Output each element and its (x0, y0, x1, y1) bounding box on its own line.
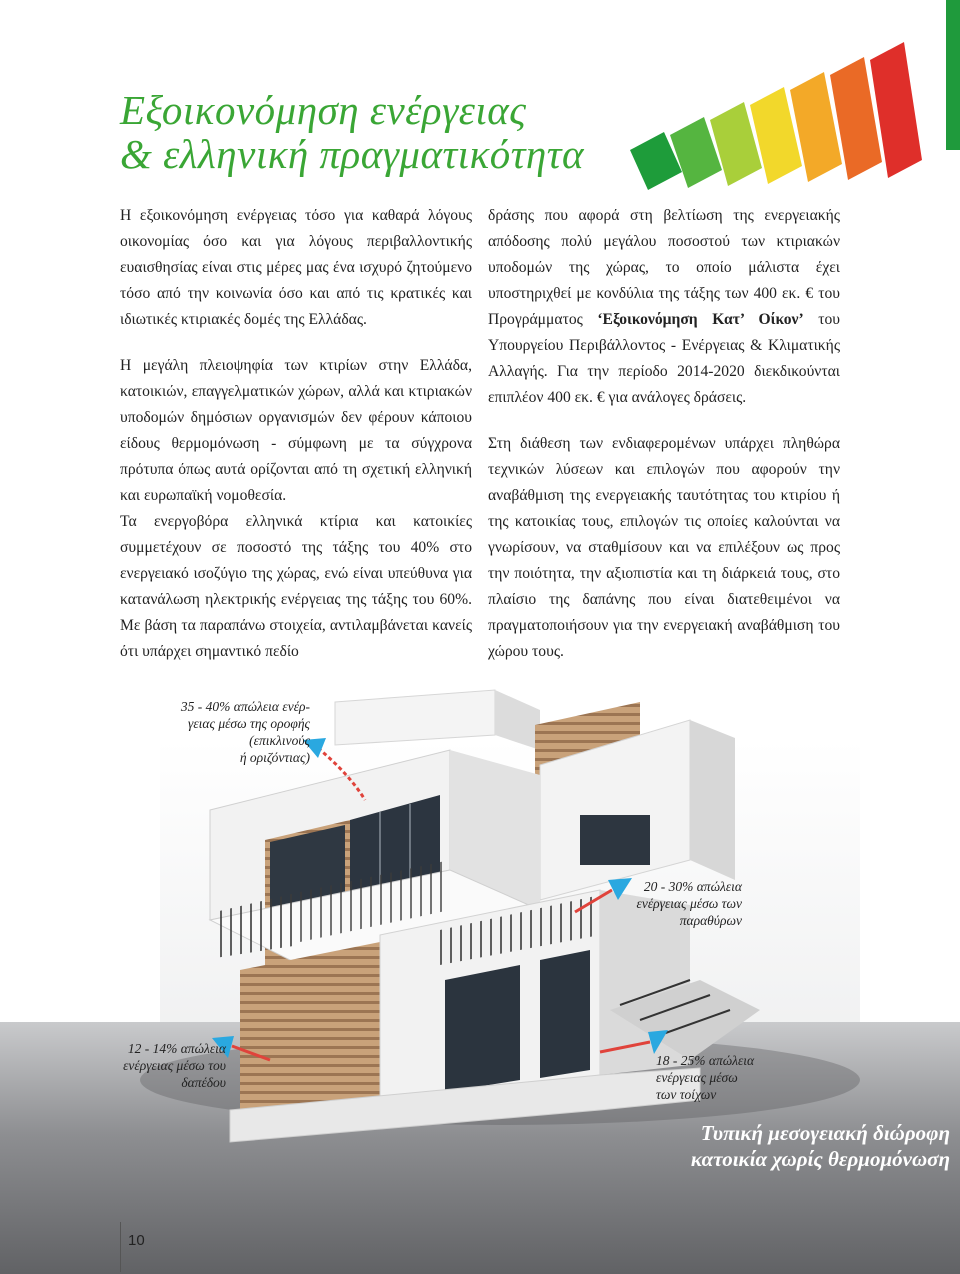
right-column (488, 203, 840, 665)
right-paragraph-1 (488, 203, 840, 411)
page-number: 10 (128, 1232, 145, 1249)
programme-name: ‘Εξοικονόμηση Κατ’ Οίκον’ (597, 311, 804, 328)
left-paragraph-2: Η μεγάλη πλειοψηφία των κτιρίων στην Ελλάδα, κατοικιών, επαγγελματικών χώρων, αλλά και κτιριακών υποδομών δημόσιων οργανισμών δεν φέρουν κάποιου είδους θερμομόνωση - σύμφωνη με τα σύγχρονα πρότυπα όπως αυτά ορίζονται από τη σχετική ελληνική και ευρωπαϊκή νομοθεσία. (120, 357, 472, 504)
caption-line-2: κατοικία χωρίς θερμομόνωση (690, 1147, 950, 1171)
windows-loss-callout (616, 878, 742, 929)
walls-loss-callout (656, 1052, 786, 1103)
right-paragraph-2: Στη διάθεση των ενδιαφερομένων υπάρχει πληθώρα τεχνικών λύσεων και επιλογών που αφορούν την αναβάθμιση της ενεργειακής ταυτότητας του κτιρίου ή της κατοικίας τους, επιλογών τις οποίες καλούνται να γνωρίσουν, να σταθμίσουν και να επιλέξουν ως προς την ποιότητα, την αξιοπιστία και τη διάρκειά τους, στο πλαίσιο της δαπάνης που είναι διατεθειμένοι να πραγματοποιήσουν για την ενεργειακή αναβάθμιση του χώρου τους. (488, 435, 840, 660)
energy-rating-stripes (600, 22, 930, 192)
green-tab (946, 0, 960, 150)
callout-line: 20 - 30% απώλεια (643, 879, 742, 894)
left-paragraph-1: Η εξοικονόμηση ενέργειας τόσο για καθαρά λόγους οικονομίας όσο και για λόγους περιβαλλοντικής ευαισθησίας είναι στις μέρες μας ένα ισχυρό ζητούμενο τόσο από την κοινωνία όσο και από τις κρατικές και ιδιωτικές κτιριακές δομές της Ελλάδας. (120, 207, 472, 328)
callout-line: 18 - 25% απώλεια (656, 1053, 755, 1068)
title-line-1: Εξοικονόμηση ενέργειας (120, 87, 527, 133)
callout-line: των τοίχων (656, 1087, 717, 1102)
callout-line: 35 - 40% απώλεια ενέρ- (180, 699, 310, 714)
callout-line: ενέργειας μέσω (656, 1070, 738, 1085)
callout-line: (επικλινούς (249, 733, 310, 748)
callout-line: παραθύρων (679, 913, 742, 928)
callout-line: γειας μέσω της οροφής (188, 716, 310, 731)
illustration-caption (560, 1120, 950, 1172)
floor-loss-callout (96, 1040, 226, 1091)
roof-loss-callout (130, 698, 310, 766)
callout-line: ή οριζόντιας) (239, 750, 310, 765)
callout-line: ενέργειας μέσω των (636, 896, 742, 911)
left-paragraph-3: Τα ενεργοβόρα ελληνικά κτίρια και κατοικίες συμμετέχουν σε ποσοστό της τάξης του 40% στο ενεργειακό ισοζύγιο της χώρας, ενώ είναι υπεύθυνα για κατανάλωση ηλεκτρικής ενέργειας της τάξης του 60%. Με βάση τα παραπάνω στοιχεία, αντιλαμβάνεται κανείς ότι υπάρχει σημαντικό πεδίο (120, 513, 472, 660)
house-illustration (0, 680, 960, 1274)
callout-line: ενέργειας μέσω του (123, 1058, 226, 1073)
title-line-2: & ελληνική πραγματικότητα (120, 131, 584, 177)
page-title (120, 88, 640, 176)
right-paragraph-1-b: του Υπουργείου Περιβάλλοντος - Ενέργειας & Κλιματικής Αλλαγής. Για την περίοδο 2014-2020 διεκδικούνται επιπλέον 400 εκ. € για ανάλογες δράσεις. (488, 311, 840, 406)
caption-line-1: Τυπική μεσογειακή διώροφη (700, 1121, 950, 1145)
page-number-rule (120, 1222, 121, 1272)
right-paragraph-1-a: δράσης που αφορά στη βελτίωση της ενεργειακής απόδοσης πολύ μεγάλου ποσοστού των κτιριακών υποδομών της χώρας, το οποίο μάλιστα έχει υποστηριχθεί με κονδύλια της τάξης των 400 εκ. € του Προγράμματος (488, 207, 840, 328)
callout-line: 12 - 14% απώλεια (127, 1041, 226, 1056)
left-column (120, 203, 472, 665)
callout-line: δαπέδου (181, 1075, 226, 1090)
